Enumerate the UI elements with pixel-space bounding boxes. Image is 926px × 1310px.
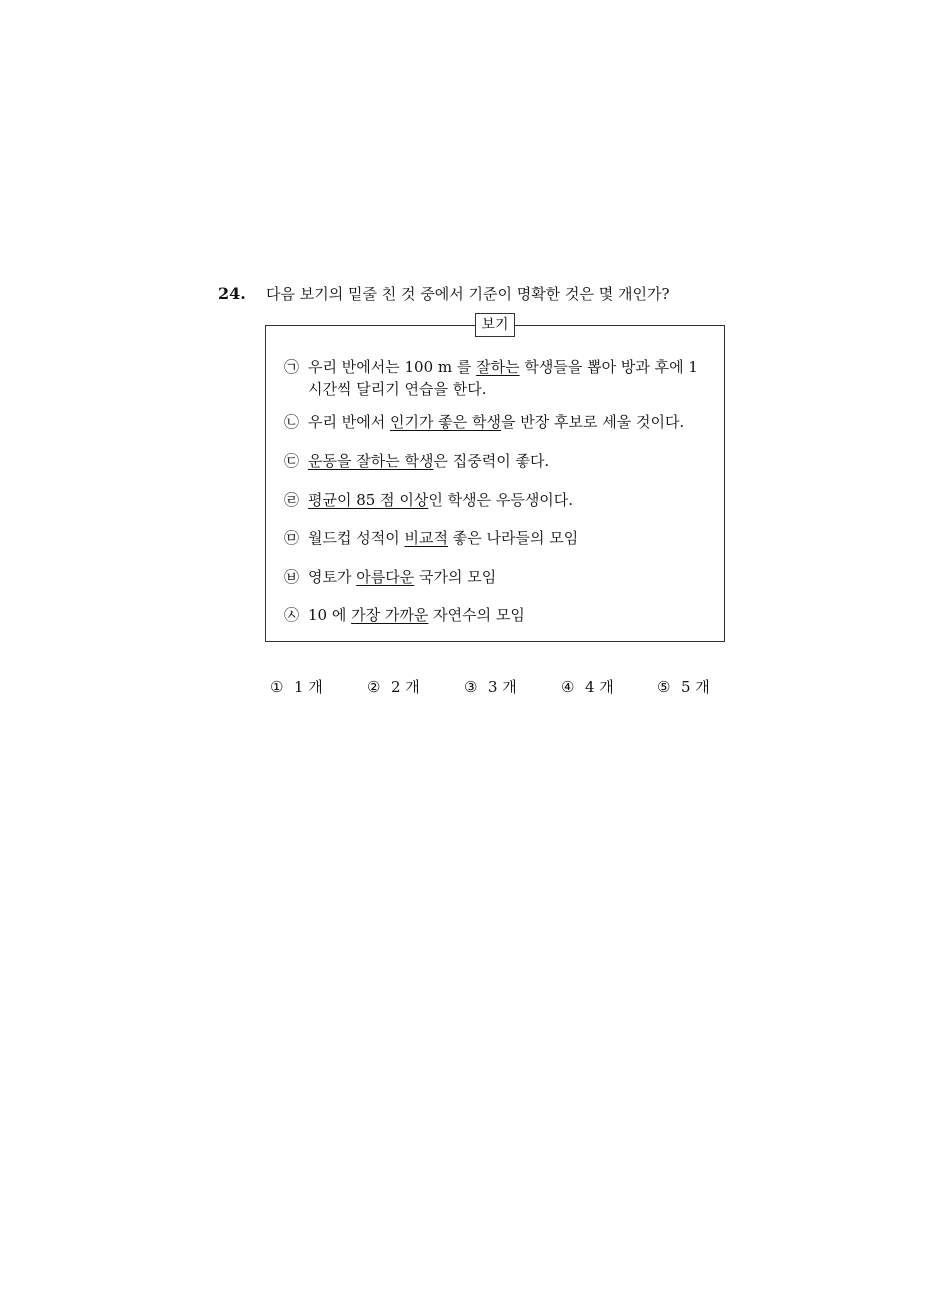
item-underlined-text: 운동을 잘하는 학생 <box>308 452 434 470</box>
choice-marker: ② <box>367 678 381 696</box>
item-text-after: 인 학생은 우등생이다. <box>428 491 574 509</box>
choice-marker: ④ <box>561 678 575 696</box>
item-text-before: 10 에 <box>308 606 352 624</box>
item-underlined-text: 인기가 좋은 학생 <box>390 413 501 431</box>
choice-label: 1 개 <box>294 678 323 696</box>
example-item-1 <box>284 356 698 400</box>
item-marker: ㉡ <box>284 413 300 431</box>
question-text: 다음 보기의 밑줄 친 것 중에서 기준이 명확한 것은 몇 개인가? <box>266 285 670 303</box>
item-underlined-text: 잘하는 <box>476 358 520 376</box>
item-marker: ㉦ <box>284 606 300 624</box>
choice-label: 5 개 <box>681 678 710 696</box>
item-text-before: 우리 반에서 <box>308 413 390 431</box>
item-text-before: 월드컵 성적이 <box>308 529 405 547</box>
choice-label: 3 개 <box>488 678 517 696</box>
item-text-after: 좋은 나라들의 모임 <box>447 529 579 547</box>
choice-label: 2 개 <box>391 678 420 696</box>
answer-choice-4[interactable] <box>561 676 614 698</box>
question-number: 24. <box>218 284 246 303</box>
item-text-before: 영토가 <box>308 568 357 586</box>
example-item-3 <box>284 450 549 472</box>
item-underlined-text: 평균이 85 점 이상 <box>308 491 429 509</box>
item-marker: ㉣ <box>284 491 300 509</box>
item-underlined-text: 비교적 <box>404 529 448 547</box>
item-text-after: 을 반장 후보로 세울 것이다. <box>500 413 685 431</box>
choice-label: 4 개 <box>585 678 614 696</box>
example-item-7 <box>284 604 525 626</box>
item-text-line2: 시간씩 달리기 연습을 한다. <box>308 380 487 398</box>
answer-choice-3[interactable] <box>464 676 517 698</box>
example-item-2 <box>284 411 684 433</box>
item-text-after: 국가의 모임 <box>414 568 497 586</box>
answer-choices <box>0 676 926 698</box>
answer-choice-5[interactable] <box>657 676 710 698</box>
item-marker: ㉤ <box>284 529 300 547</box>
choice-marker: ① <box>270 678 284 696</box>
item-text-after: 학생들을 뽑아 방과 후에 1 <box>519 358 698 376</box>
example-item-6 <box>284 566 496 588</box>
example-item-5 <box>284 527 578 549</box>
item-marker: ㉥ <box>284 568 300 586</box>
item-underlined-text: 아름다운 <box>356 568 415 586</box>
answer-choice-1[interactable] <box>270 676 323 698</box>
answer-choice-2[interactable] <box>367 676 420 698</box>
item-text-before: 우리 반에서는 100 m 를 <box>308 358 477 376</box>
item-marker: ㉢ <box>284 452 300 470</box>
choice-marker: ③ <box>464 678 478 696</box>
example-box-label: 보기 <box>475 313 515 337</box>
choice-marker: ⑤ <box>657 678 671 696</box>
item-text-after: 자연수의 모임 <box>428 606 525 624</box>
item-underlined-text: 가장 가까운 <box>351 606 429 624</box>
example-item-4 <box>284 489 573 511</box>
item-text-after: 은 집중력이 좋다. <box>433 452 550 470</box>
item-marker: ㉠ <box>284 358 300 376</box>
